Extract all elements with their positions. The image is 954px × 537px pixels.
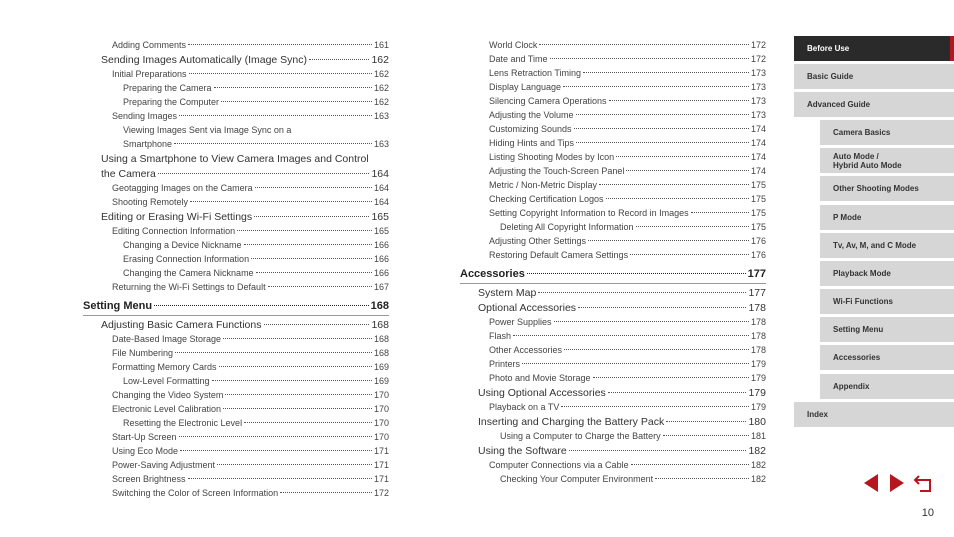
sidebar-item-advanced-guide[interactable] — [794, 92, 954, 117]
toc-entry-title: World Clock — [489, 40, 538, 50]
dot-leader — [223, 408, 372, 409]
sidebar-item-label: Camera Basics — [833, 128, 891, 137]
dot-leader — [256, 272, 372, 273]
toc-entry[interactable] — [489, 194, 766, 204]
dot-leader — [217, 464, 372, 465]
toc-entry-page: 167 — [373, 282, 389, 292]
toc-entry-page: 165 — [373, 226, 389, 236]
dot-leader — [180, 450, 372, 451]
toc-entry[interactable] — [489, 166, 766, 176]
toc-entry[interactable] — [123, 418, 389, 428]
toc-entry-title: Power-Saving Adjustment — [112, 460, 216, 470]
toc-entry[interactable] — [489, 236, 766, 246]
dot-leader — [609, 100, 749, 101]
sidebar-item-before-use[interactable] — [794, 36, 954, 61]
toc-entry-page: 168 — [373, 348, 389, 358]
toc-entry[interactable] — [112, 40, 389, 50]
dot-leader — [225, 394, 372, 395]
toc-entry-title: Using Optional Accessories — [478, 387, 606, 399]
toc-entry-page: 176 — [750, 250, 766, 260]
toc-entry-title: Changing the Video System — [112, 390, 224, 400]
toc-entry-title: Electronic Level Calibration — [112, 404, 222, 414]
toc-entry[interactable] — [489, 68, 766, 78]
arrow-left-icon — [860, 472, 882, 494]
toc-entry-title: Adjusting the Touch-Screen Panel — [489, 166, 625, 176]
toc-entry-page: 175 — [750, 194, 766, 204]
toc-entry[interactable] — [112, 404, 389, 414]
toc-entry-title: Restoring Default Camera Settings — [489, 250, 629, 260]
toc-entry[interactable] — [478, 387, 766, 399]
dot-leader — [221, 101, 372, 102]
toc-entry-title: Changing the Camera Nickname — [123, 268, 254, 278]
toc-entry-page: 178 — [750, 331, 766, 341]
toc-entry-page: 166 — [373, 240, 389, 250]
sidebar-item-label: P Mode — [833, 213, 862, 222]
toc-entry-page: 176 — [750, 236, 766, 246]
page-navigation — [860, 472, 934, 494]
toc-entry-page: 165 — [371, 211, 389, 223]
dot-leader — [255, 187, 372, 188]
dot-leader — [527, 273, 746, 274]
toc-entry-title: File Numbering — [112, 348, 174, 358]
toc-entry[interactable] — [489, 82, 766, 92]
toc-entry-page: 171 — [373, 446, 389, 456]
toc-entry-page: 179 — [748, 387, 766, 399]
toc-entry[interactable] — [112, 390, 389, 400]
toc-entry[interactable] — [112, 69, 389, 79]
toc-entry-title: Adjusting Other Settings — [489, 236, 587, 246]
toc-entry-title: Other Accessories — [489, 345, 563, 355]
dot-leader — [636, 226, 749, 227]
dot-leader — [223, 338, 372, 339]
toc-entry[interactable] — [101, 211, 389, 223]
toc-entry-page: 163 — [373, 111, 389, 121]
sidebar-item-playback-mode[interactable] — [820, 261, 954, 286]
dot-leader — [569, 450, 747, 451]
dot-leader — [576, 114, 749, 115]
toc-entry[interactable] — [123, 240, 389, 250]
toc-entry-title: Lens Retraction Timing — [489, 68, 582, 78]
toc-entry-title: Setting Menu — [83, 300, 153, 312]
toc-entry-page: 173 — [750, 96, 766, 106]
toc-entry-title: Erasing Connection Information — [123, 254, 250, 264]
toc-entry[interactable] — [500, 222, 766, 232]
toc-entry-title: Computer Connections via a Cable — [489, 460, 629, 470]
dot-leader — [578, 307, 746, 308]
toc-entry-title: Silencing Camera Operations — [489, 96, 607, 106]
dot-leader — [190, 201, 372, 202]
toc-entry[interactable] — [83, 300, 389, 312]
toc-entry-page: 182 — [750, 460, 766, 470]
toc-entry-title: Low-Level Formatting — [123, 376, 210, 386]
dot-leader — [244, 244, 372, 245]
dot-leader — [158, 173, 370, 174]
toc-entry-title: Optional Accessories — [478, 302, 577, 314]
toc-entry[interactable] — [112, 226, 389, 236]
sidebar-item-label: Appendix — [833, 382, 870, 391]
sidebar-item-index[interactable] — [794, 402, 954, 427]
toc-entry[interactable] — [112, 446, 389, 456]
toc-entry[interactable] — [489, 373, 766, 383]
toc-entry[interactable] — [123, 125, 291, 135]
toc-entry[interactable] — [478, 302, 766, 314]
arrow-right-icon — [886, 472, 908, 494]
dot-leader — [174, 143, 372, 144]
toc-entry-page: 178 — [750, 317, 766, 327]
dot-leader — [154, 305, 369, 306]
toc-entry[interactable] — [112, 282, 389, 292]
toc-entry-page: 169 — [373, 362, 389, 372]
sidebar-item-label: Other Shooting Modes — [833, 184, 919, 193]
toc-entry[interactable] — [101, 319, 389, 331]
toc-entry-title: Editing or Erasing Wi-Fi Settings — [101, 211, 253, 223]
toc-entry[interactable] — [123, 97, 389, 107]
toc-entry-title: Hiding Hints and Tips — [489, 138, 575, 148]
toc-entry[interactable] — [123, 83, 389, 93]
dot-leader — [212, 380, 372, 381]
toc-entry-title: System Map — [478, 287, 537, 299]
toc-entry[interactable] — [489, 345, 766, 355]
toc-entry-page: 163 — [373, 139, 389, 149]
toc-entry[interactable] — [112, 474, 389, 484]
toc-entry-page: 182 — [750, 474, 766, 484]
dot-leader — [189, 73, 372, 74]
sidebar-item-label: Index — [807, 410, 828, 419]
toc-entry-title: Sending Images Automatically (Image Sync) — [101, 54, 308, 66]
return-icon — [912, 472, 934, 494]
dot-leader — [630, 254, 749, 255]
dot-leader — [631, 464, 749, 465]
toc-entry[interactable] — [489, 40, 766, 50]
dot-leader — [188, 478, 372, 479]
toc-entry-title: Editing Connection Information — [112, 226, 236, 236]
toc-entry[interactable] — [489, 96, 766, 106]
dot-leader — [593, 377, 749, 378]
toc-entry-title: Metric / Non-Metric Display — [489, 180, 598, 190]
toc-entry-page: 170 — [373, 404, 389, 414]
dot-leader — [309, 59, 369, 60]
dot-leader — [513, 335, 749, 336]
dot-leader — [237, 230, 372, 231]
dot-leader — [251, 258, 372, 259]
toc-entry-title: Deleting All Copyright Information — [500, 222, 634, 232]
dot-leader — [254, 216, 369, 217]
toc-entry[interactable] — [489, 138, 766, 148]
sidebar-item-label: Auto Mode / Hybrid Auto Mode — [833, 151, 902, 170]
dot-leader — [608, 392, 747, 393]
next-page-button[interactable] — [886, 472, 908, 494]
toc-entry[interactable] — [489, 402, 766, 412]
toc-entry-page: 168 — [373, 334, 389, 344]
toc-entry-page: 179 — [750, 373, 766, 383]
toc-entry-page: 164 — [371, 168, 389, 180]
toc-entry[interactable] — [478, 445, 766, 457]
toc-entry[interactable] — [112, 348, 389, 358]
sidebar-item-label: Accessories — [833, 353, 881, 362]
dot-leader — [663, 435, 749, 436]
sidebar-item-label: Advanced Guide — [807, 100, 871, 109]
toc-entry[interactable] — [123, 254, 389, 264]
toc-entry-page: 168 — [371, 319, 389, 331]
dot-leader — [219, 366, 372, 367]
toc-entry-title: Using a Smartphone to View Camera Images and Control — [101, 153, 369, 165]
dot-leader — [280, 492, 372, 493]
toc-entry-title: Display Language — [489, 82, 562, 92]
toc-entry[interactable] — [489, 54, 766, 64]
toc-entry-title: Flash — [489, 331, 512, 341]
toc-entry-title: Checking Your Computer Environment — [500, 474, 654, 484]
dot-leader — [574, 128, 749, 129]
toc-entry[interactable] — [489, 460, 766, 470]
toc-entry-page: 170 — [373, 432, 389, 442]
sidebar-item-auto-mode-hybrid-auto-mode[interactable] — [820, 148, 954, 173]
toc-entry-page: 173 — [750, 82, 766, 92]
toc-entry-title: Using the Software — [478, 445, 567, 457]
dot-leader — [214, 87, 372, 88]
toc-entry-page: 177 — [747, 268, 766, 280]
toc-entry[interactable] — [489, 317, 766, 327]
toc-entry-page: 162 — [373, 97, 389, 107]
sidebar-item-basic-guide[interactable] — [794, 64, 954, 89]
dot-leader — [588, 240, 749, 241]
toc-entry-page: 171 — [373, 474, 389, 484]
toc-entry[interactable] — [101, 168, 389, 180]
section-rule — [83, 315, 389, 316]
section-rule — [460, 283, 766, 284]
toc-entry-page: 172 — [373, 488, 389, 498]
toc-entry[interactable] — [489, 180, 766, 190]
toc-entry-title: Date-Based Image Storage — [112, 334, 222, 344]
toc-entry-title: Listing Shooting Modes by Icon — [489, 152, 615, 162]
toc-entry[interactable] — [460, 268, 766, 280]
dot-leader — [244, 422, 372, 423]
toc-entry-page: 174 — [750, 166, 766, 176]
toc-entry-title: Screen Brightness — [112, 474, 186, 484]
toc-entry-page: 182 — [748, 445, 766, 457]
toc-entry[interactable] — [478, 416, 766, 428]
toc-entry-page: 170 — [373, 418, 389, 428]
toc-entry-title: Playback on a TV — [489, 402, 560, 412]
toc-entry-title: Shooting Remotely — [112, 197, 189, 207]
toc-entry-page: 175 — [750, 208, 766, 218]
toc-entry[interactable] — [489, 208, 766, 218]
dot-leader — [175, 352, 372, 353]
toc-entry-page: 177 — [748, 287, 766, 299]
dot-leader — [666, 421, 746, 422]
toc-entry[interactable] — [478, 287, 766, 299]
toc-entry-title: the Camera — [101, 168, 156, 180]
sidebar-item-label: Basic Guide — [807, 72, 854, 81]
sidebar-item-wi-fi-functions[interactable] — [820, 289, 954, 314]
dot-leader — [550, 58, 749, 59]
toc-entry[interactable] — [112, 460, 389, 470]
toc-entry-title: Checking Certification Logos — [489, 194, 604, 204]
return-button[interactable] — [912, 472, 934, 494]
toc-entry-title: Using a Computer to Charge the Battery — [500, 431, 661, 441]
toc-entry-page: 180 — [748, 416, 766, 428]
toc-entry-title: Formatting Memory Cards — [112, 362, 217, 372]
dot-leader — [606, 198, 749, 199]
toc-entry-title: Start-Up Screen — [112, 432, 177, 442]
sidebar-item-setting-menu[interactable] — [820, 317, 954, 342]
toc-entry[interactable] — [112, 334, 389, 344]
dot-leader — [563, 86, 749, 87]
toc-entry[interactable] — [101, 54, 389, 66]
toc-entry[interactable] — [123, 376, 389, 386]
toc-entry-title: Photo and Movie Storage — [489, 373, 591, 383]
toc-entry-page: 164 — [373, 197, 389, 207]
toc-entry-title: Resetting the Electronic Level — [123, 418, 243, 428]
toc-entry-page: 174 — [750, 152, 766, 162]
dot-leader — [179, 436, 372, 437]
sidebar-item-camera-basics[interactable] — [820, 120, 954, 145]
toc-entry-title: Inserting and Charging the Battery Pack — [478, 416, 665, 428]
prev-page-button[interactable] — [860, 472, 882, 494]
sidebar-item-accessories[interactable] — [820, 345, 954, 370]
toc-entry-title: Power Supplies — [489, 317, 552, 327]
dot-leader — [626, 170, 749, 171]
toc-entry-page: 179 — [750, 402, 766, 412]
toc-entry-title: Changing a Device Nickname — [123, 240, 242, 250]
sidebar-item-label: Setting Menu — [833, 325, 884, 334]
toc-entry-title: Accessories — [460, 268, 525, 280]
dot-leader — [616, 156, 749, 157]
toc-entry[interactable] — [112, 362, 389, 372]
toc-entry-page: 161 — [373, 40, 389, 50]
toc-entry-page: 162 — [373, 83, 389, 93]
dot-leader — [539, 44, 749, 45]
dot-leader — [522, 363, 749, 364]
dot-leader — [599, 184, 749, 185]
sidebar-item-label: Before Use — [807, 44, 850, 53]
dot-leader — [538, 292, 746, 293]
toc-entry[interactable] — [112, 488, 389, 498]
toc-entry-title: Initial Preparations — [112, 69, 187, 79]
dot-leader — [583, 72, 749, 73]
toc-entry-page: 169 — [373, 376, 389, 386]
dot-leader — [268, 286, 372, 287]
sidebar-item-appendix[interactable] — [820, 374, 954, 399]
toc-entry[interactable] — [489, 124, 766, 134]
dot-leader — [264, 324, 370, 325]
toc-entry-page: 162 — [373, 69, 389, 79]
dot-leader — [655, 478, 749, 479]
toc-entry-page: 173 — [750, 110, 766, 120]
dot-leader — [179, 115, 372, 116]
toc-entry-title: Date and Time — [489, 54, 548, 64]
toc-entry-page: 166 — [373, 268, 389, 278]
toc-entry-page: 175 — [750, 222, 766, 232]
toc-entry-title: Adding Comments — [112, 40, 187, 50]
toc-entry-page: 178 — [750, 345, 766, 355]
sidebar-item-label: Playback Mode — [833, 269, 891, 278]
toc-entry-page: 172 — [750, 54, 766, 64]
toc-entry-page: 166 — [373, 254, 389, 264]
toc-entry[interactable] — [123, 139, 389, 149]
toc-entry[interactable] — [489, 331, 766, 341]
toc-entry-page: 178 — [748, 302, 766, 314]
toc-entry-page: 174 — [750, 138, 766, 148]
toc-entry-title: Geotagging Images on the Camera — [112, 183, 253, 193]
toc-entry-page: 162 — [371, 54, 389, 66]
sidebar-item-tv-av-m-and-c-mode[interactable] — [820, 233, 954, 258]
toc-entry-title: Returning the Wi-Fi Settings to Default — [112, 282, 266, 292]
toc-entry-page: 174 — [750, 124, 766, 134]
toc-entry-title: Switching the Color of Screen Information — [112, 488, 279, 498]
toc-entry[interactable] — [112, 111, 389, 121]
toc-entry[interactable] — [489, 152, 766, 162]
toc-entry-title: Using Eco Mode — [112, 446, 179, 456]
dot-leader — [561, 406, 749, 407]
toc-entry-page: 164 — [373, 183, 389, 193]
toc-entry[interactable] — [112, 432, 389, 442]
toc-entry[interactable] — [489, 359, 766, 369]
toc-entry[interactable] — [500, 431, 766, 441]
toc-entry-page: 171 — [373, 460, 389, 470]
toc-entry[interactable] — [500, 474, 766, 484]
dot-leader — [564, 349, 749, 350]
toc-entry[interactable] — [123, 268, 389, 278]
dot-leader — [691, 212, 749, 213]
toc-entry-page: 170 — [373, 390, 389, 400]
toc-entry-title: Adjusting Basic Camera Functions — [101, 319, 262, 331]
sidebar-item-label: Wi-Fi Functions — [833, 297, 893, 306]
toc-entry[interactable] — [489, 250, 766, 260]
toc-entry-title: Setting Copyright Information to Record in Images — [489, 208, 689, 218]
dot-leader — [576, 142, 749, 143]
dot-leader — [554, 321, 749, 322]
toc-entry-title: Smartphone — [123, 139, 173, 149]
toc-entry-title: Preparing the Camera — [123, 83, 212, 93]
toc-entry-title: Customizing Sounds — [489, 124, 572, 134]
sidebar-item-label: Tv, Av, M, and C Mode — [833, 241, 917, 250]
toc-entry[interactable] — [489, 110, 766, 120]
toc-entry[interactable] — [112, 183, 389, 193]
toc-entry-page: 168 — [370, 300, 389, 312]
toc-entry[interactable] — [112, 197, 389, 207]
toc-entry-title: Printers — [489, 359, 521, 369]
toc-entry-title: Viewing Images Sent via Image Sync on a — [123, 125, 292, 135]
dot-leader — [188, 44, 372, 45]
toc-entry-title: Adjusting the Volume — [489, 110, 574, 120]
toc-entry[interactable] — [101, 153, 369, 165]
toc-entry-page: 172 — [750, 40, 766, 50]
toc-entry-page: 179 — [750, 359, 766, 369]
toc-entry-page: 175 — [750, 180, 766, 190]
sidebar-item-p-mode[interactable] — [820, 205, 954, 230]
toc-entry-title: Sending Images — [112, 111, 178, 121]
page-number: 10 — [921, 507, 934, 519]
toc-entry-page: 173 — [750, 68, 766, 78]
sidebar-item-other-shooting-modes[interactable] — [820, 176, 954, 201]
toc-entry-title: Preparing the Computer — [123, 97, 220, 107]
toc-entry-page: 181 — [750, 431, 766, 441]
